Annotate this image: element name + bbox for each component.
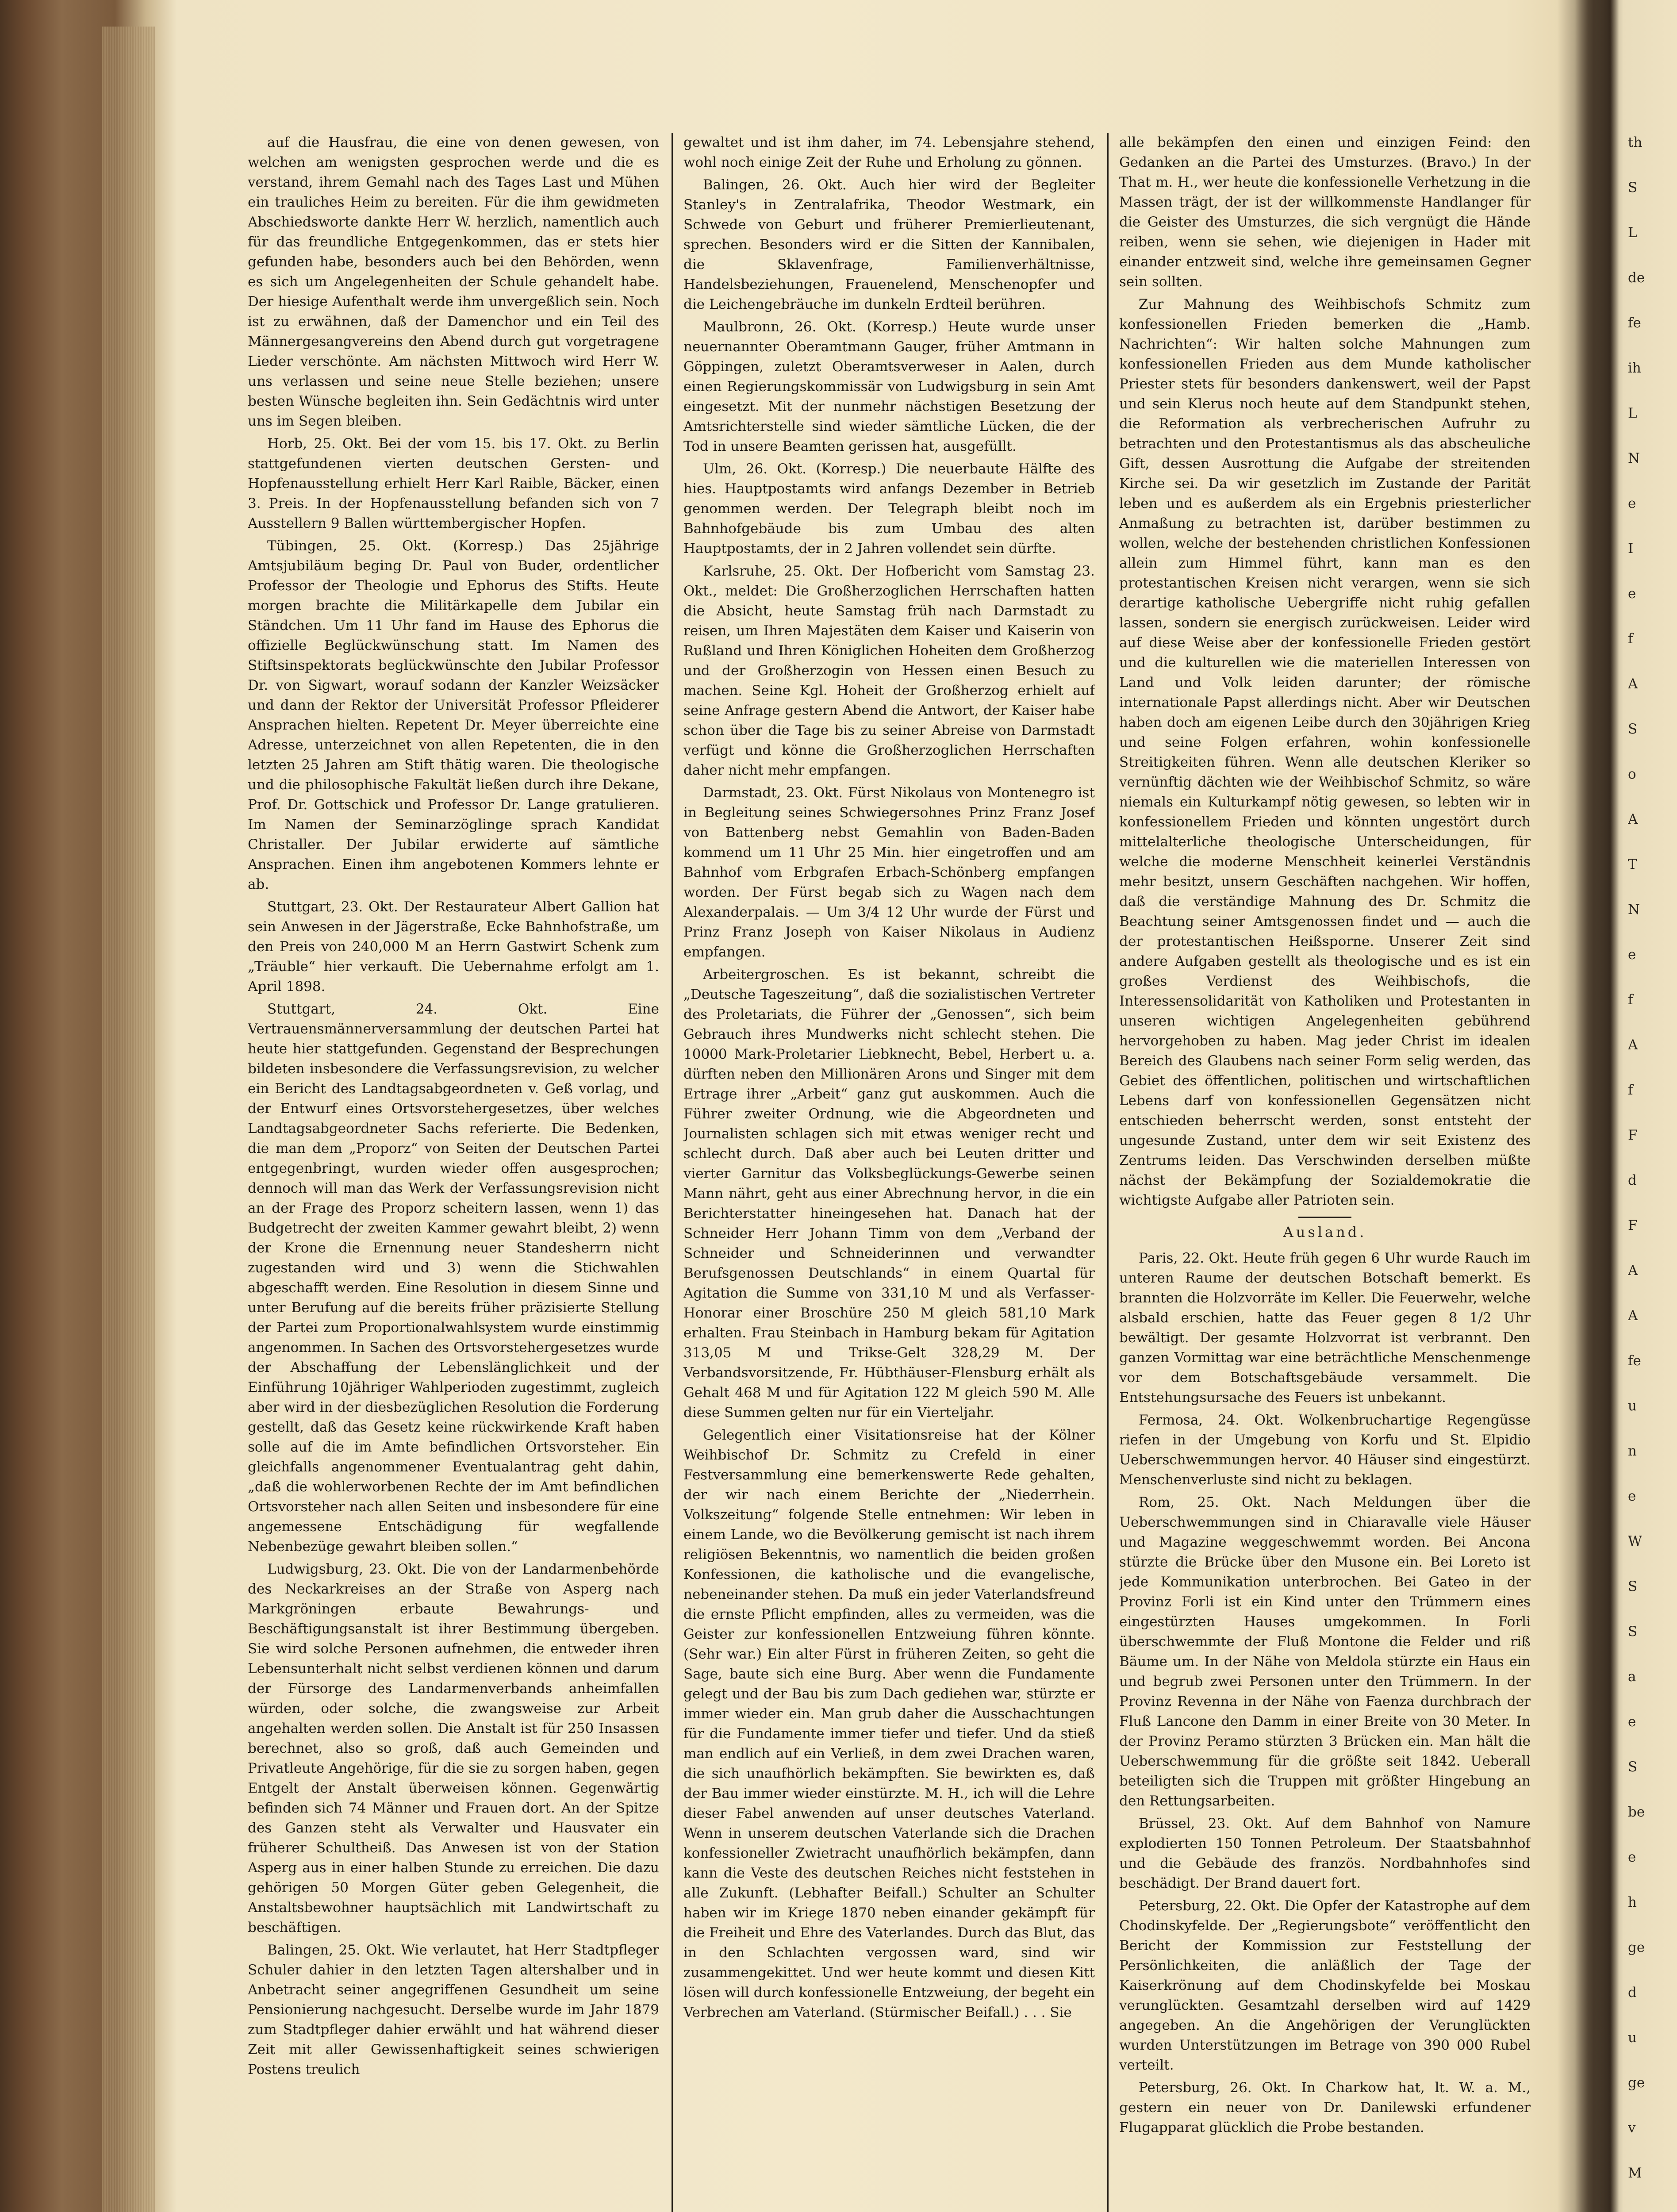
page-fragment-text: S [1628,1759,1638,1775]
article-paragraph: alle bekämpfen den einen und einzigen Feind: den Gedanken an die Partei des Umsturzes. (Bravo.) In der That m. H., wer heute die konfessionelle Verhetzung in die Massen trägt, der ist der willkommenste Handlanger für die Geister des Umsturzes, die sich vergnügt die Hände reiben, wenn sie sehen, wie diejenigen in Hader mit einander entzweit sind, welche ihre gemeinsamen Gegner sein sollten. [1119,134,1531,290]
article-paragraph: Petersburg, 26. Okt. In Charkow hat, lt. W. a. M., gestern ein neuer von Dr. Danilewski erfundener Flugapparat glücklich die Probe bestanden. [1119,2080,1531,2135]
article-paragraph: Darmstadt, 23. Okt. Fürst Nikolaus von Montenegro ist in Begleitung seines Schwiegersohnes Prinz Franz Josef von Battenberg nebst Gemahlin von Baden-Baden kommend um 11 Uhr 25 Min. hier eingetroffen und am Bahnhof vom Erbgrafen Erbach-Schönberg empfangen worden. Der Fürst begab sich zu Wagen nach dem Alexanderpalais. — Um 3/4 12 Uhr wurde der Fürst und Prinz Franz Joseph von Kaiser Nikolaus in Audienz empfangen. [683,785,1095,960]
page-fragment-text: fe [1628,1353,1641,1369]
page-fragment-text: v [1628,2120,1636,2136]
page-fragment-text: ge [1628,2075,1645,2091]
article-paragraph: Balingen, 25. Okt. Wie verlautet, hat Herr Stadtpfleger Schuler dahier in den letzten Tagen altershalber und in Anbetracht seiner angegriffenen Gesundheit um seine Pensionierung nachgesucht. Derselbe wurde im Jahr 1879 zum Stadtpfleger dahier erwählt und hat während dieser Zeit mit aller Gewissenhaftigkeit seines schwierigen Postens treulich [248,1942,659,2078]
article-paragraph: Maulbronn, 26. Okt. (Korresp.) Heute wurde unser neuernannter Oberamtmann Gauger, früher Amtmann in Göppingen, zuletzt Oberamtsverweser in Aalen, durch einen Regierungskommissär von Ludwigsburg in sein Amt eingesetzt. Mit der nunmehr nächstigen Besetzung der Amtsrichterstelle sind wieder sämtliche Lücken, die der Tod in unsere Beamten gerissen hat, ausgefüllt. [683,319,1095,454]
page-fragment-text: th [1628,134,1642,150]
article-paragraph: Ludwigsburg, 23. Okt. Die von der Landarmenbehörde des Neckarkreises an der Straße von Asperg nach Markgröningen erbaute Bewahrungs- und Beschäftigungsanstalt ist ihrer Bestimmung übergeben. Sie wird solche Personen aufnehmen, die entweder ihren Lebensunterhalt nicht selbst verdienen können und darum der Fürsorge des Landarmenverbands anheimfallen würden, oder solche, die zwangsweise zur Arbeit angehalten werden sollen. Die Anstalt ist für 250 Insassen berechnet, also so groß, daß auch Gemeinden und Privatleute Angehörige, für die sie zu sorgen haben, gegen Entgelt der Anstalt überweisen können. Gegenwärtig befinden sich 74 Männer und Frauen dort. An der Spitze des Ganzen steht als Verwalter und Hausvater ein früherer Schultheiß. Das Anwesen ist von der Station Asperg aus in einer halben Stunde zu erreichen. Die dazu gehörigen 50 Morgen Güter geben Gelegenheit, die Anstaltsbewohner hauptsächlich mit Landwirtschaft zu beschäftigen. [248,1561,659,1936]
page-fragment-text: ge [1628,1939,1645,1955]
article-paragraph: Stuttgart, 24. Okt. Eine Vertrauensmännerversammlung der deutschen Partei hat heute hier stattgefunden. Gegenstand der Besprechungen bildeten insbesondere die Verfassungsrevision, zu welcher ein Bericht des Landtagsabgeordneten v. Geß vorlag, und der Entwurf eines Ortsvorstehergesetzes, über welches Landtagsabgeordneter Sachs referierte. Die Bedenken, die man dem „Proporz“ von Seiten der Deutschen Partei entgegenbringt, wurden wieder offen ausgesprochen; dennoch will man das Werk der Verfassungsrevision nicht an der Frage des Proporz scheitern lassen, wenn 1) das Budgetrecht der zweiten Kammer gewahrt bleibt, 2) wenn der Krone die Ernennung neuer Standesherrn nicht zugestanden wird und 3) wenn die Stichwahlen abgeschafft werden. Eine Resolution in diesem Sinne und unter Berufung auf die bereits früher präzisierte Stellung der Partei zum Proportionalwahlsystem wurde einstimmig angenommen. In Sachen des Ortsvorstehergesetzes wurde der Abschaffung der Lebenslänglichkeit und der Einführung 10jähriger Wahlperioden zugestimmt, zugleich aber wird in der diesbezüglichen Resolution die Forderung gestellt, daß das Gesetz keine rückwirkende Kraft haben solle auf die im Amte befindlichen Ortsvorsteher. Ein gleichfalls angenommener Eventualantrag geht dahin, „daß die wohlerworbenen Rechte der im Amt befindlichen Ortsvorsteher nach allen Seiten und insbesondere für eine angemessene Entschädigung für wegfallende Nebenbezüge gewahrt bleiben sollen.“ [248,1001,659,1555]
page-fragment-text: h [1628,1894,1637,1910]
page-fragment-text: e [1628,947,1636,963]
article-paragraph: Arbeitergroschen. Es ist bekannt, schreibt die „Deutsche Tageszeitung“, daß die sozialistischen Vertreter des Proletariats, die Führer der „Genossen“, sich beim Gebrauch ihres Mundwerks nicht schlecht stehen. Die 10000 Mark-Proletarier Liebknecht, Bebel, Herbert u. a. dürften neben den Millionären Arons und Singer mit dem Ertrage ihrer „Arbeit“ ganz gut auskommen. Auch die Führer zweiter Ordnung, wie die Abgeordneten und Journalisten schlagen sich mit etwas weniger recht und schlecht durch. Daß aber auch bei Leuten dritter und vierter Garnitur das Volksbeglückungs-Gewerbe seinen Mann nährt, geht aus einer Abrechnung hervor, in die ein Berichterstatter hineingesehen hat. Danach hat der Schneider Herr Johann Timm von dem „Verband der Schneider und Schneiderinnen und verwandter Berufsgenossen Deutschlands“ in einem Quartal für Agitation die Summe von 331,10 M und als Verfasser-Honorar einer Broschüre 250 M gleich 581,10 Mark erhalten. Frau Steinbach in Hamburg bekam für Agitation 313,05 M und Trikse-Gelt 328,29 M. Der Verbandsvorsitzende, Fr. Hübthäuser-Flensburg erhält als Gehalt 468 M und für Agitation 122 M gleich 590 M. Alle diese Summen gelten nur für ein Vierteljahr. [683,967,1095,1421]
article-paragraph: Paris, 22. Okt. Heute früh gegen 6 Uhr wurde Rauch im unteren Raume der deutschen Botschaft bemerkt. Es brannten die Holzvorräte im Keller. Die Feuerwehr, welche alsbald erschien, hatte das Feuer gegen 8 1/2 Uhr bewältigt. Der gesamte Holzvorrat ist verbrannt. Den ganzen Vormittag war eine beträchtliche Menschenmenge vor dem Botschaftsgebäude versammelt. Die Entstehungsursache des Feuers ist unbekannt. [1119,1250,1531,1406]
column-2 [683,133,1095,2212]
book-page-edges [102,27,155,2212]
page-fragment-text: d [1628,1985,1637,2001]
page-fragment-text: W [1628,1533,1642,1549]
article-paragraph: Tübingen, 25. Okt. (Korresp.) Das 25jährige Amtsjubiläum beging Dr. Paul von Buder, ordentlicher Professor der Theologie und Ephorus des Stifts. Heute morgen brachte die Militärkapelle dem Jubilar ein Ständchen. Um 11 Uhr fand im Hause des Ephorus die offizielle Beglückwünschung statt. Im Namen des Stiftsinspektorats beglückwünschte den Jubilar Professor Dr. von Sigwart, worauf sodann der Kanzler Weizsäcker und dann der Rektor der Universität Professor Pfleiderer Ansprachen hielten. Repetent Dr. Meyer überreichte eine Adresse, unterzeichnet von allen Repetenten, die in den letzten 25 Jahren am Stift thätig waren. Die theologische und die philosophische Fakultät ließen durch ihre Dekane, Prof. Dr. Gottschick und Professor Dr. Lange gratulieren. Im Namen der Seminarzöglinge sprach Kandidat Christaller. Der Jubilar erwiderte auf sämtliche Ansprachen. Einen ihm angebotenen Kommers lehnte er ab. [248,538,659,892]
page-fragment-text: o [1628,766,1636,782]
article-paragraph: Stuttgart, 23. Okt. Der Restaurateur Albert Gallion hat sein Anwesen in der Jägerstraße, Ecke Bahnhofstraße, um den Preis von 240,000 M an Herrn Gastwirt Schenk zum „Träuble“ hier verkauft. Die Uebernahme erfolgt am 1. April 1898. [248,899,659,995]
article-paragraph: Karlsruhe, 25. Okt. Der Hofbericht vom Samstag 23. Okt., meldet: Die Großherzoglichen Herrschaften hatten die Absicht, heute Samstag früh nach Darmstadt zu reisen, um Ihren Majestäten dem Kaiser und Kaiserin von Rußland und Ihren Königlichen Hoheiten dem Großherzog und der Großherzogin von Hessen einen Besuch zu machen. Seine Kgl. Hoheit der Großherzog erhielt auf seine Anfrage gestern Abend die Antwort, der Kaiser habe schon über die Tage bis zu seiner Abreise von Darmstadt verfügt und könne die Großherzoglichen Herrschaften daher nicht mehr empfangen. [683,563,1095,778]
article-paragraph: Fermosa, 24. Okt. Wolkenbruchartige Regengüsse riefen in der Umgebung von Korfu und St. Elpidio Ueberschwemmungen hervor. 40 Häuser sind eingestürzt. Menschenverluste sind nicht zu beklagen. [1119,1412,1531,1488]
column-divider [1107,133,1109,2212]
page-fragment-text: n [1628,1443,1637,1459]
article-paragraph: Zur Mahnung des Weihbischofs Schmitz zum konfessionellen Frieden bemerken die „Hamb. Nachrichten“: Wir halten solche Mahnungen zum konfessionellen Frieden aus dem Munde katholischer Priester stets für besonders dankenswert, weil der Papst und sein Klerus noch heute auf dem Standpunkt stehen, die Reformation als verbrecherischen Aufruhr zu betrachten und den Protestantismus als das abscheuliche Gift, dessen Ausrottung die Aufgabe der streitenden Kirche sei. Da wir gesetzlich im Zustande der Parität leben und es außerdem als ein Ergebnis priesterlicher Anmaßung zu betrachten ist, darüber bestimmen zu wollen, welche der bestehenden christlichen Konfessionen allein zum Himmel führt, kann man es den protestantischen Kreisen nicht verargen, wenn sie sich derartige katholische Uebergriffe nicht ruhig gefallen lassen, sondern sie energisch zurückweisen. Leider wird auf diese Weise aber der konfessionelle Frieden gestört und die kulturellen wie die materiellen Interessen von Land und Volk leiden darunter; der römische internationale Papst allerdings nicht. Aber wir Deutschen haben doch am eigenen Leibe durch den 30jährigen Krieg und seine Folgen erfahren, wohin konfessionelle Streitigkeiten führen. Wenn alle deutschen Kleriker so vernünftig dächten wie der Weihbischof Schmitz, so wäre niemals ein Kulturkampf nötig gewesen, so lebten wir in konfessionellem Frieden und könnten ungestört durch mittelalterliche theologische Unterscheidungen, für welche die moderne Menschheit keinerlei Verständnis mehr besitzt, unsern Geschäften nachgehen. Wir hoffen, daß die verständige Mahnung des Dr. Schmitz die Beachtung seiner Amtsgenossen findet und — auch die der protestantischen Heißsporne. Unserer Zeit sind andere Aufgaben gestellt als theologische und es ist ein großes Verdienst des Weihbischofs, die Interessensolidarität von Katholiken und Protestanten in unseren wichtigen Angelegenheiten gebührend hervorgehoben zu haben. Mag jeder Christ im idealen Bereich des Glaubens nach seiner Form selig werden, das Gebiet des öffentlichen, politischen und wirtschaftlichen Lebens darf von konfessionellen Gegensätzen nicht entschieden beherrscht werden, sonst entsteht der ungesunde Zustand, unter dem wir seit Existenz des Zentrums leiden. Das Verschwinden derselben müßte nächst der Bekämpfung der Sozialdemokratie die wichtigste Aufgabe aller Patrioten sein. [1119,296,1531,1208]
page-fragment-text: e [1628,1488,1636,1504]
section-heading: Ausland. [1119,1217,1531,1242]
page-fragment-text: N [1628,902,1640,918]
adjacent-page-fragment [1628,133,1677,2212]
page-fragment-text: d [1628,1172,1637,1188]
page-fragment-text: F [1628,1217,1638,1233]
page-fragment-text: T [1628,856,1637,872]
page-fragment-text: de [1628,270,1645,286]
page-fragment-text: A [1628,676,1638,692]
section-rule [1298,1217,1351,1218]
article-paragraph: Rom, 25. Okt. Nach Meldungen über die Ueberschwemmungen sind in Chiaravalle viele Häuser und Magazine weggeschwemmt worden. Bei Ancona stürzte die Brücke über den Musone ein. Bei Loreto ist jede Kommunikation unterbrochen. Bei Gateo in der Provinz Forli ist ein Kind unter den Trümmern eines eingestürzten Hauses umgekommen. In Forli überschwemmte der Fluß Montone die Felder und riß Bäume um. In der Nähe von Meldola stürzte ein Haus ein und begrub zwei Personen unter den Trümmern. In der Provinz Revenna in der Nähe von Faenza durchbrach der Fluß Lancone den Damm in einer Breite von 30 Meter. In der Provinz Peramo stürzten 3 Brücken ein. Man hält die Ueberschwemmung für die größte seit 1842. Ueberall beteiligten sich die Truppen mit größter Hingebung an den Rettungsarbeiten. [1119,1494,1531,1809]
article-paragraph: Gelegentlich einer Visitationsreise hat der Kölner Weihbischof Dr. Schmitz zu Crefeld in einer Festversammlung eine bemerkenswerte Rede gehalten, der wir nach einem Berichte der „Niederrhein. Volkszeitung“ folgende Stelle entnehmen: Wir leben in einem Lande, wo die Bevölkerung gemischt ist nach ihrem religiösen Bekenntnis, wo namentlich die beiden großen Konfessionen, die katholische und die evangelische, nebeneinander stehen. Da muß ein jeder Vaterlandsfreund die ernste Pflicht empfinden, alles zu vermeiden, was die Geister zur konfessionellen Entzweiung führen könnte. (Sehr war.) Ein alter Fürst in früheren Zeiten, so geht die Sage, baute sich eine Burg. Aber wenn die Fundamente gelegt und der Bau bis zum Dach gediehen war, stürzte er immer wieder ein. Man grub daher die Ausschachtungen für die Fundamente immer tiefer und tiefer. Und da stieß man endlich auf ein Verließ, in dem zwei Drachen waren, die sich unaufhörlich bekämpften. Sie bewirkten es, daß der Bau immer wieder einstürzte. M. H., ich will die Lehre dieser Fabel anwenden auf unser deutsches Vaterland. Wenn in unserem deutschen Vaterlande sich die Drachen konfessioneller Zwietracht unaufhörlich bekämpfen, dann kann die Veste des deutschen Reiches nicht feststehen in alle Zukunft. (Lebhafter Beifall.) Schulter an Schulter haben wir im Kriege 1870 neben einander gekämpft für die Freiheit und Ehre des Vaterlandes. Durch das Blut, das in den Schlachten vergossen ward, sind wir zusammengekittet. Und wer heute kommt und diesen Kitt lösen will durch konfessionelle Entzweiung, der begeht ein Verbrechen am Vaterland. (Stürmischer Beifall.) . . . Sie [683,1427,1095,2020]
page-fragment-text: S [1628,1578,1638,1594]
page-fragment-text: f [1628,631,1633,647]
page-fragment-text: M [1628,2165,1642,2181]
page-fragment-text: a [1628,1669,1636,1685]
page-fragment-text: fe [1628,315,1641,331]
page-fragment-text: u [1628,1398,1637,1414]
article-paragraph: Petersburg, 22. Okt. Die Opfer der Katastrophe auf dem Chodinskyfelde. Der „Regierungsbote“ veröffentlicht den Bericht der Kommission zur Feststellung der Persönlichkeiten, die anläßlich der Tage der Kaiserkrönung auf dem Chodinskyfelde bei Moskau verunglückten. Gesamtzahl derselben wird auf 1429 angegeben. An die Angehörigen der Verunglückten wurden Unterstützungen im Betrage von 390 000 Rubel verteilt. [1119,1898,1531,2073]
page-fragment-text: e [1628,495,1636,511]
page-fragment-text: f [1628,1082,1633,1098]
page-fragment-text: A [1628,811,1638,827]
page-fragment-text: e [1628,1714,1636,1730]
page-fragment-text: e [1628,586,1636,602]
page-fragment-text: F [1628,1127,1638,1143]
page-fragment-text: ih [1628,360,1641,376]
newspaper-page [248,133,1531,2212]
column-3 [1119,133,1531,2212]
article-paragraph: gewaltet und ist ihm daher, im 74. Lebensjahre stehend, wohl noch einige Zeit der Ruhe und Erholung zu gönnen. [683,134,1095,170]
page-fragment-text: S [1628,180,1638,196]
article-paragraph: Brüssel, 23. Okt. Auf dem Bahnhof von Namure explodierten 150 Tonnen Petroleum. Der Staatsbahnhof und die Gebäude des französ. Nordbahnhofes sind beschädigt. Der Brand dauert fort. [1119,1816,1531,1891]
article-paragraph: Balingen, 26. Okt. Auch hier wird der Begleiter Stanley's in Zentralafrika, Theodor Westmark, ein Schwede von Geburt und früherer Premierlieutenant, sprechen. Besonders wird er die Sitten der Kannibalen, die Sklavenfrage, Familienverhältnisse, Handelsbeziehungen, Frauenelend, Menschenopfer und die Leichengebräuche im dunkeln Erdteil berühren. [683,177,1095,312]
column-divider [672,133,673,2212]
page-fragment-text: L [1628,405,1637,421]
page-fragment-text: A [1628,1308,1638,1324]
page-fragment-text: f [1628,992,1633,1008]
column-1 [248,133,659,2212]
page-fragment-text: S [1628,721,1638,737]
page-fragment-text: I [1628,541,1634,557]
article-paragraph: auf die Hausfrau, die eine von denen gewesen, von welchen am wenigsten gesprochen werde und die es verstand, ihrem Gemahl nach des Tages Last und Mühen ein trauliches Heim zu bereiten. Für die ihm gewidmeten Abschiedsworte dankte Herr W. herzlich, namentlich auch für das freundliche Entgegenkommen, das er stets hier gefunden habe, besonders auch bei den Behörden, wenn es sich um Angelegenheiten der Schule gehandelt habe. Der hiesige Aufenthalt werde ihm unvergeßlich sein. Noch ist zu erwähnen, daß der Damenchor und ein Teil des Männergesangvereins den Abend durch gut vorgetragene Lieder verschönte. Am nächsten Mittwoch wird Herr W. uns verlassen und seine neue Stelle beziehen; unsere besten Wünsche begleiten ihn. Sein Gedächtnis wird unter uns im Segen bleiben. [248,134,659,429]
page-fragment-text: S [1628,1624,1638,1640]
page-fragment-text: A [1628,1037,1638,1053]
page-fragment-text: e [1628,1849,1636,1865]
page-fragment-text: be [1628,1804,1645,1820]
page-fragment-text: u [1628,2030,1637,2046]
article-paragraph: Ulm, 26. Okt. (Korresp.) Die neuerbaute Hälfte des hies. Hauptpostamts wird anfangs Dezember in Betrieb genommen werden. Der Telegraph bleibt noch im Bahnhofgebäude bis zum Umbau des alten Hauptpostamts, der in 2 Jahren vollendet sein dürfte. [683,461,1095,557]
article-paragraph: Horb, 25. Okt. Bei der vom 15. bis 17. Okt. zu Berlin stattgefundenen vierten deutschen Gersten- und Hopfenausstellung erhielt Herr Karl Raible, Bäcker, einen 3. Preis. In der Hopfenausstellung befanden sich von 7 Ausstellern 9 Ballen württembergischer Hopfen. [248,436,659,531]
page-fragment-text: L [1628,225,1637,241]
page-fragment-text: N [1628,450,1640,466]
book-gutter-shadow [1557,0,1623,2212]
page-fragment-text: A [1628,1263,1638,1279]
